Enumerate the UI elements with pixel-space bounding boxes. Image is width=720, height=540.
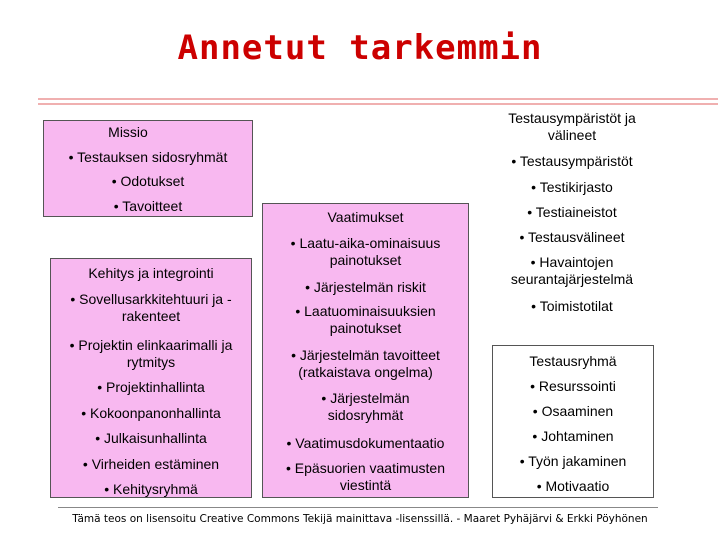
list-item: • Työn jakaminen <box>519 453 627 469</box>
list-item: • Julkaisunhallinta <box>95 430 207 446</box>
list-item: • Osaaminen <box>532 403 614 419</box>
list-item: • Motivaatio <box>536 478 610 494</box>
list-item: • Projektinhallinta <box>97 379 205 395</box>
list-item: • Tavoitteet <box>113 198 183 214</box>
list-item: • Kokoonpanonhallinta <box>81 405 221 421</box>
list-item: • Testikirjasto <box>531 179 613 195</box>
ymparistot-box <box>492 107 652 327</box>
list-item: • Testiaineistot <box>527 204 617 220</box>
list-item: • Epäsuorien vaatimusten viestintä <box>286 460 445 493</box>
vaatimukset-heading: Vaatimukset <box>327 209 404 225</box>
list-item: • Virheiden estäminen <box>82 456 220 472</box>
kehitys-heading: Kehitys ja integrointi <box>88 265 214 281</box>
kehitys-box <box>50 258 252 498</box>
list-item: • Järjestelmän tavoitteet (ratkaistava ongelma) <box>291 347 440 380</box>
page-title: Annetut tarkemmin <box>177 28 543 68</box>
list-item: • Johtaminen <box>532 428 614 444</box>
list-item: • Testauksen sidosryhmät <box>68 149 228 165</box>
missio-heading: Missio <box>108 124 148 140</box>
list-item: • Laatuominaisuuksien painotukset <box>295 303 436 336</box>
list-item: • Vaatimusdokumentaatio <box>286 435 445 451</box>
testausryhma-box <box>492 345 654 498</box>
footer-divider <box>58 507 658 508</box>
list-item: • Testausvälineet <box>519 229 625 245</box>
list-item: • Projektin elinkaarimalli ja rytmitys <box>69 337 233 370</box>
list-item: • Kehitysryhmä <box>104 481 198 497</box>
list-item: • Järjestelmän sidosryhmät <box>321 390 410 423</box>
list-item: • Sovellusarkkitehtuuri ja -rakenteet <box>70 291 232 324</box>
title-rule <box>38 103 718 105</box>
list-item: • Toimistotilat <box>531 298 613 314</box>
footer-license: Tämä teos on lisensoitu Creative Commons Tekijä mainittava -lisenssillä. - Maaret Pyhäjärvi & Erkki Pöyhönen <box>72 513 648 525</box>
list-item: • Testausympäristöt <box>511 153 633 169</box>
list-item: • Resurssointi <box>530 378 616 394</box>
list-item: • Laatu-aika-ominaisuus painotukset <box>290 235 441 268</box>
list-item: • Järjestelmän riskit <box>305 279 426 295</box>
list-item: • Havaintojen seurantajärjestelmä <box>510 254 634 287</box>
title-rule <box>38 98 718 100</box>
testausryhma-heading: Testausryhmä <box>529 353 617 369</box>
list-item: • Odotukset <box>111 173 185 189</box>
missio-box <box>43 120 253 217</box>
ymparistot-heading: Testausympäristöt ja välineet <box>508 110 636 143</box>
vaatimukset-box <box>262 203 469 498</box>
